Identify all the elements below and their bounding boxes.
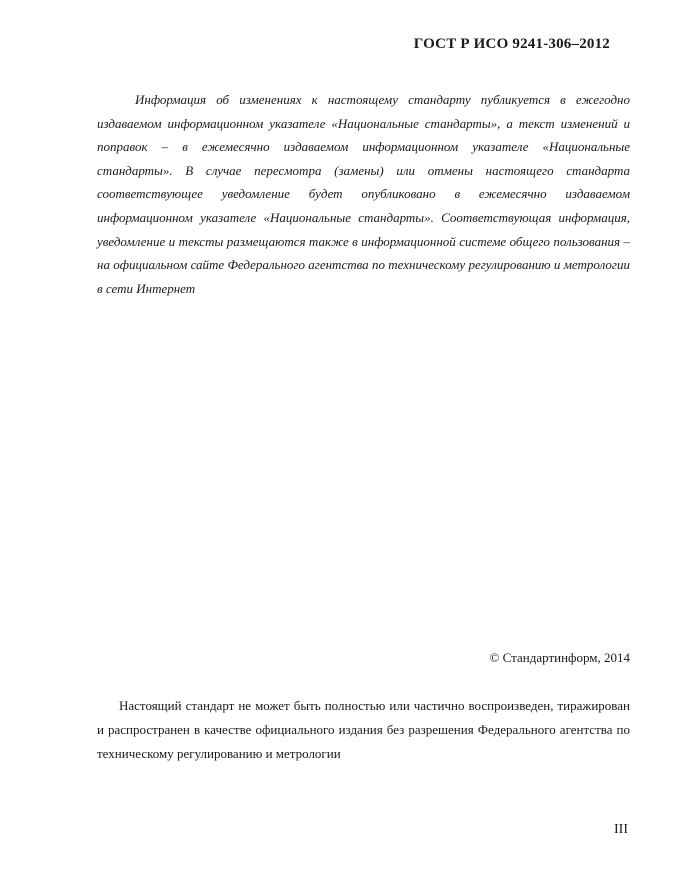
amendments-info-paragraph: Информация об изменениях к настоящему стандарту публикуется в ежегодно издаваемом информационном указателе «Национальные стандарты», а текст изменений и поправок – в ежемесячно издаваемом информационном указателе «Национальные стандарты». В случае пересмотра (замены) или отмены настоящего стандарта соответствующее уведомление будет опубликовано в ежемесячно издаваемом информационном указателе «Национальные стандарты». Соответствующая информация, уведомление и тексты размещаются также в информационной системе общего пользования – на официальном сайте Федерального агентства по техническому регулированию и метрологии в сети Интернет <box>97 92 630 296</box>
copyright-notice: © Стандартинформ, 2014 <box>489 650 630 665</box>
reproduction-restriction-paragraph: Настоящий стандарт не может быть полностью или частично воспроизведен, тиражирован и распространен в качестве официального издания без разрешения Федерального агентства по техническому регулированию и метрологии <box>97 698 630 761</box>
standard-code-header: ГОСТ Р ИСО 9241-306–2012 <box>413 36 610 52</box>
page-number: III <box>614 822 628 837</box>
